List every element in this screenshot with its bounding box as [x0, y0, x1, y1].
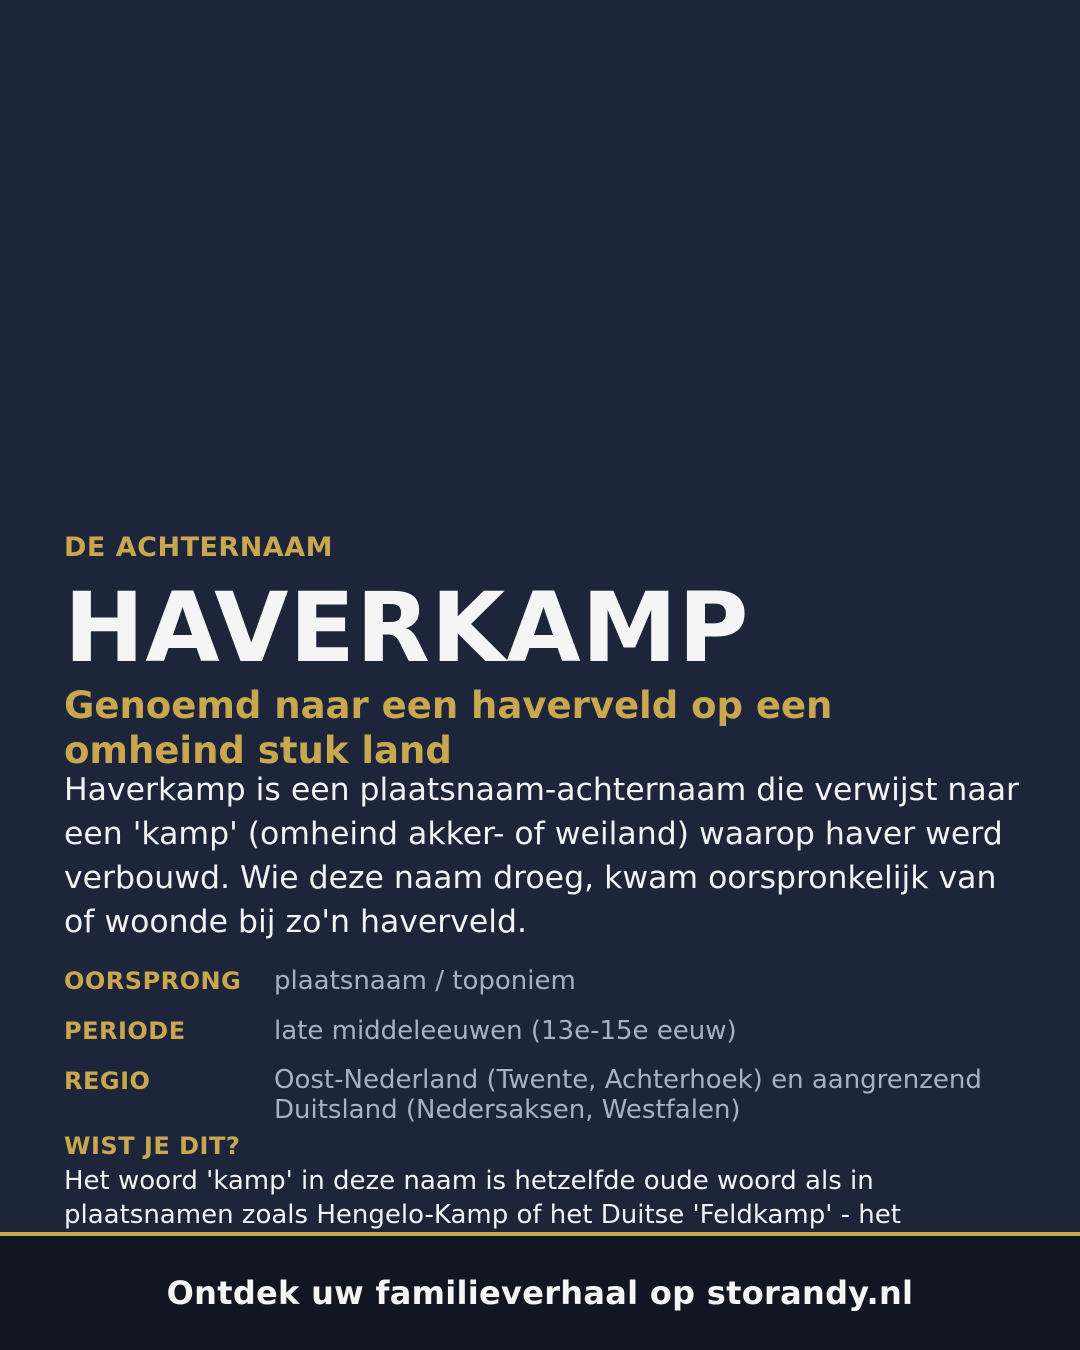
fact-label: OORSPRONG	[64, 967, 242, 995]
did-you-know-text: Het woord 'kamp' in deze naam is hetzelfde oude woord als in plaatsnamen zoals Hengelo-Kamp of het Duitse 'Feldkamp' - het	[64, 1166, 901, 1230]
fact-row-region	[64, 1062, 1024, 1125]
facts-list	[64, 962, 1024, 1137]
surname-title: HAVERKAMP	[64, 572, 750, 684]
fact-value: Oost-Nederland (Twente, Achterhoek) en aangrenzend Duitsland (Nedersaksen, Westfalen)	[274, 1065, 982, 1125]
surname-meaning-subtitle: Genoemd naar een haverveld op een omheind stuk land	[64, 684, 833, 772]
fact-label: REGIO	[64, 1067, 151, 1095]
eyebrow-label: DE ACHTERNAAM	[64, 532, 333, 563]
fact-row-period	[64, 1012, 1024, 1050]
fact-row-origin	[64, 962, 1024, 1000]
fact-value: plaatsnaam / toponiem	[274, 966, 576, 996]
fact-label: PERIODE	[64, 1017, 186, 1045]
fact-value: late middeleeuwen (13e-15e eeuw)	[274, 1016, 737, 1046]
did-you-know-label: WIST JE DIT?	[64, 1132, 241, 1160]
card-content	[64, 0, 1024, 1232]
footer-banner	[0, 1236, 1080, 1350]
surname-description: Haverkamp is een plaatsnaam-achternaam die verwijst naar een 'kamp' (omheind akker- of weiland) waarop haver werd verbouwd. Wie deze naam droeg, kwam oorspronkelijk van of woonde bij zo'n haverveld.	[64, 772, 1019, 940]
footer-cta-link[interactable]: Ontdek uw familieverhaal op storandy.nl	[166, 1274, 914, 1312]
